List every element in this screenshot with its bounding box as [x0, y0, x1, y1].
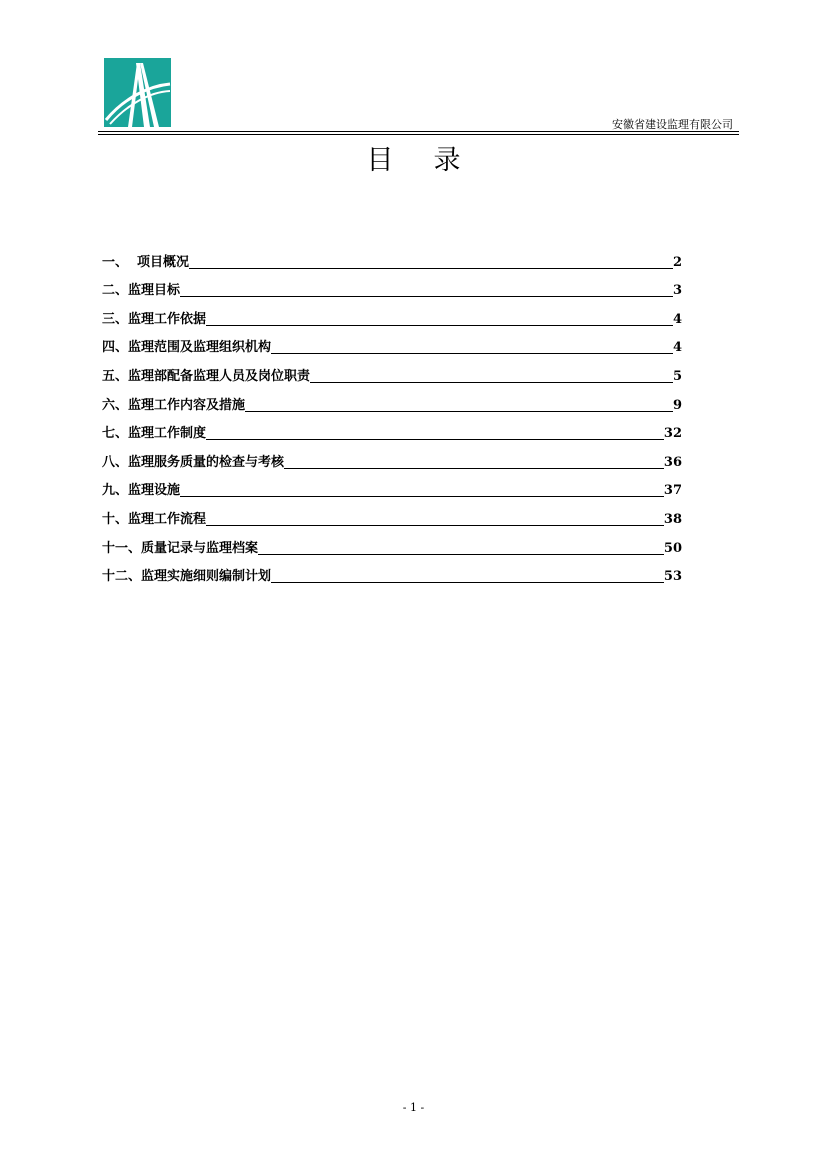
toc-entry[interactable] [102, 356, 682, 385]
toc-entry[interactable] [102, 271, 682, 300]
toc-entry[interactable] [102, 242, 682, 271]
toc-entry-page: 32 [663, 426, 682, 442]
toc-entry[interactable] [102, 385, 682, 414]
toc-entry-page: 36 [663, 454, 682, 470]
company-name: 安徽省建设监理有限公司 [612, 118, 733, 131]
toc-entry-page: 37 [663, 483, 682, 499]
toc-entry[interactable] [102, 557, 682, 586]
toc-leader-line [258, 554, 664, 555]
toc-entry-label: 三、监理工作依据 [102, 311, 207, 327]
toc-entry-label: 九、监理设施 [102, 483, 181, 499]
toc-entry-page: 4 [672, 340, 682, 356]
toc-entry-page: 9 [672, 397, 682, 413]
toc-leader-line [180, 496, 664, 497]
toc-entry[interactable] [102, 499, 682, 528]
toc-leader-line [310, 382, 673, 383]
toc-entry-label: 五、监理部配备监理人员及岗位职责 [102, 368, 311, 384]
toc-leader-line [271, 353, 673, 354]
toc-entry-page: 5 [672, 368, 682, 384]
toc-entry-page: 38 [663, 511, 682, 527]
header-divider [98, 131, 739, 132]
toc-entry-page: 4 [672, 311, 682, 327]
toc-entry-page: 3 [672, 283, 682, 299]
toc-leader-line [206, 439, 664, 440]
toc-leader-line [245, 411, 673, 412]
toc-entry-label: 四、监理范围及监理组织机构 [102, 340, 272, 356]
toc-entry-label: 十一、质量记录与监理档案 [102, 540, 259, 556]
toc-entry-label: 二、监理目标 [102, 283, 181, 299]
toc-entry[interactable] [102, 528, 682, 557]
toc-entry-label: 一、 项目概况 [102, 254, 190, 270]
toc-leader-line [206, 325, 673, 326]
toc-leader-line [206, 525, 664, 526]
page-title: 目录 [366, 145, 501, 176]
page-number: - 1 - [402, 1101, 425, 1114]
header-divider-secondary [98, 134, 739, 135]
toc-entry[interactable] [102, 299, 682, 328]
toc-leader-line [284, 468, 664, 469]
toc-entry-label: 七、监理工作制度 [102, 426, 207, 442]
toc-leader-line [189, 268, 673, 269]
company-logo [104, 58, 171, 127]
toc-entry-label: 十二、监理实施细则编制计划 [102, 569, 272, 585]
toc-entry-page: 53 [663, 569, 682, 585]
toc-leader-line [271, 582, 664, 583]
toc-leader-line [180, 296, 673, 297]
toc-entry-page: 2 [672, 254, 682, 270]
toc-entry-label: 八、监理服务质量的检查与考核 [102, 454, 285, 470]
toc-entry[interactable] [102, 328, 682, 357]
toc-entry-label: 十、监理工作流程 [102, 511, 207, 527]
toc-entry[interactable] [102, 442, 682, 471]
table-of-contents [102, 242, 682, 585]
toc-entry[interactable] [102, 414, 682, 443]
toc-entry[interactable] [102, 471, 682, 500]
toc-entry-page: 50 [663, 540, 682, 556]
toc-entry-label: 六、监理工作内容及措施 [102, 397, 246, 413]
